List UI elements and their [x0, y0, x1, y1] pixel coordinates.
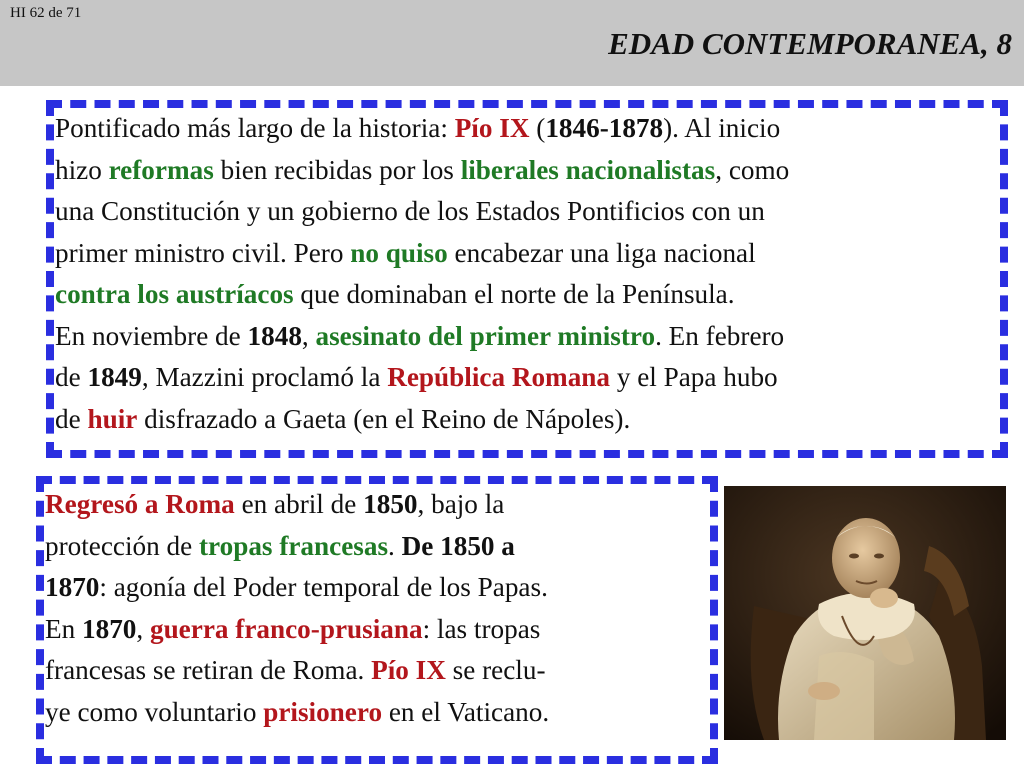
- emphasis-text: asesinato del primer ministro: [315, 320, 656, 351]
- text-segment: .: [388, 530, 402, 561]
- emphasis-text: prisionero: [263, 696, 383, 727]
- emphasis-text: 1850: [363, 489, 418, 519]
- text-line: [45, 650, 549, 692]
- text-segment: ye como voluntario: [45, 696, 264, 727]
- text-segment: ). Al inicio: [663, 113, 781, 143]
- emphasis-text: 1870: [45, 572, 100, 602]
- text-segment: de: [55, 403, 88, 434]
- text-segment: que dominaban el norte de la Península.: [293, 279, 735, 309]
- emphasis-text: guerra franco-prusiana: [149, 613, 423, 644]
- text-segment: , como: [715, 154, 790, 185]
- emphasis-text: no quiso: [350, 237, 448, 268]
- page-counter: HI 62 de 71: [10, 5, 82, 21]
- top-text-block: [55, 108, 789, 440]
- text-line: [45, 609, 549, 651]
- emphasis-text: 1846-1878: [545, 113, 664, 143]
- text-line: [55, 233, 789, 275]
- text-segment: : las tropas: [422, 613, 541, 644]
- emphasis-text: De 1850 a: [401, 530, 515, 561]
- slide-title: EDAD CONTEMPORANEA, 8: [608, 26, 1012, 61]
- emphasis-text: 1849: [87, 362, 142, 392]
- text-segment: , bajo la: [417, 489, 505, 519]
- text-segment: en abril de: [234, 489, 364, 519]
- text-segment: protección de: [45, 530, 199, 561]
- pope-portrait-image: [724, 486, 1006, 740]
- text-segment: de: [55, 362, 88, 392]
- text-segment: . En febrero: [655, 320, 785, 351]
- emphasis-text: 1870: [82, 613, 137, 644]
- text-line: [55, 108, 789, 150]
- emphasis-text: Pío IX: [371, 655, 446, 685]
- text-segment: (: [529, 113, 546, 143]
- text-segment: : agonía del Poder temporal de los Papas.: [99, 572, 548, 602]
- text-segment: se reclu-: [445, 655, 546, 685]
- text-segment: en el Vaticano.: [382, 696, 550, 727]
- text-segment: En: [45, 613, 82, 644]
- text-segment: , Mazzini proclamó la: [141, 362, 388, 392]
- text-segment: encabezar una liga nacional: [447, 237, 756, 268]
- emphasis-text: tropas francesas: [199, 530, 389, 561]
- text-segment: hizo: [55, 154, 109, 185]
- text-line: [55, 274, 789, 316]
- text-segment: Pontificado más largo de la historia:: [55, 113, 455, 143]
- text-line: [45, 484, 549, 526]
- text-segment: primer ministro civil. Pero: [55, 237, 351, 268]
- text-line: [55, 150, 789, 192]
- emphasis-text: liberales nacionalistas: [460, 154, 716, 185]
- text-line: [55, 399, 789, 441]
- emphasis-text: Pío IX: [454, 113, 530, 143]
- emphasis-text: Regresó a Roma: [45, 489, 235, 519]
- text-line: [55, 357, 789, 399]
- text-segment: y el Papa hubo: [610, 362, 778, 392]
- text-line: [55, 316, 789, 358]
- bottom-text-block: [45, 484, 549, 733]
- text-line: [55, 191, 789, 233]
- emphasis-text: 1848: [247, 320, 302, 351]
- emphasis-text: República Romana: [387, 362, 611, 392]
- text-segment: una Constitución y un gobierno de los Estados Pontificios con un: [55, 196, 765, 226]
- text-segment: disfrazado a Gaeta (en el Reino de Nápoles).: [137, 403, 631, 434]
- emphasis-text: contra los austríacos: [55, 279, 294, 309]
- text-segment: francesas se retiran de Roma.: [45, 655, 372, 685]
- text-line: [45, 567, 549, 609]
- portrait-photo-icon: [724, 486, 1006, 740]
- emphasis-text: huir: [87, 403, 138, 434]
- slide-header: [0, 0, 1024, 86]
- text-line: [45, 526, 549, 568]
- emphasis-text: reformas: [108, 154, 214, 185]
- text-segment: ,: [301, 320, 316, 351]
- text-segment: bien recibidas por los: [213, 154, 461, 185]
- text-segment: ,: [136, 613, 150, 644]
- text-segment: En noviembre de: [55, 320, 248, 351]
- text-line: [45, 692, 549, 734]
